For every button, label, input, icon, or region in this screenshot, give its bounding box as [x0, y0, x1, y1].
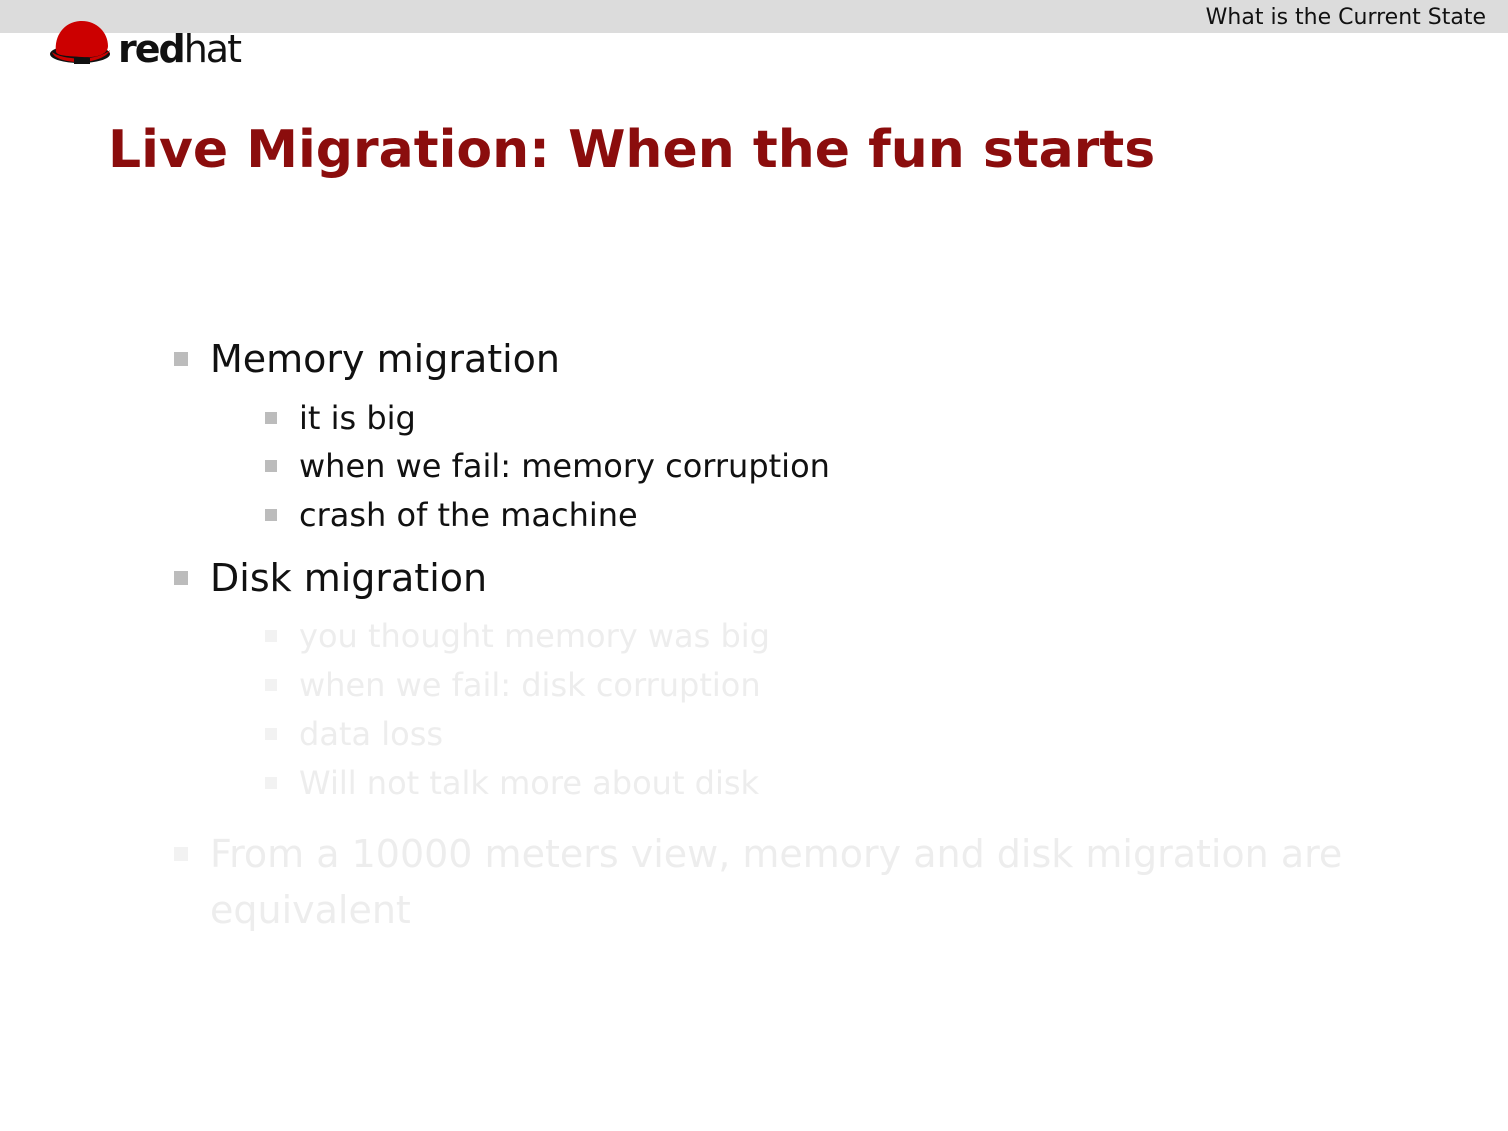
bullet-marker	[265, 777, 277, 789]
section-title: What is the Current State	[1205, 5, 1486, 30]
bullet-marker	[265, 412, 277, 424]
bullet-marker	[174, 352, 188, 366]
bullet-marker	[265, 630, 277, 642]
bullet-marker	[265, 509, 277, 521]
slide-title: Live Migration: When the fun starts	[108, 120, 1156, 180]
logo-wordmark: redhat	[118, 27, 240, 71]
bullet-marker	[174, 571, 188, 585]
shadowman-hat-icon	[48, 16, 114, 68]
bullet-marker	[174, 847, 188, 861]
slide: What is the Current State redhat Live Migration: When the fun starts Memory migration it is big when we fail: memory corruption crash of the machine Disk migration you thought memory was big when we fail: disk corruption data loss Will not talk more about disk From a 10000 meters view, memory and disk migration are equivalent	[0, 0, 1508, 1131]
redhat-logo	[48, 16, 248, 72]
bullet-marker	[265, 728, 277, 740]
bullet-marker	[265, 460, 277, 472]
bullet-marker	[265, 679, 277, 691]
